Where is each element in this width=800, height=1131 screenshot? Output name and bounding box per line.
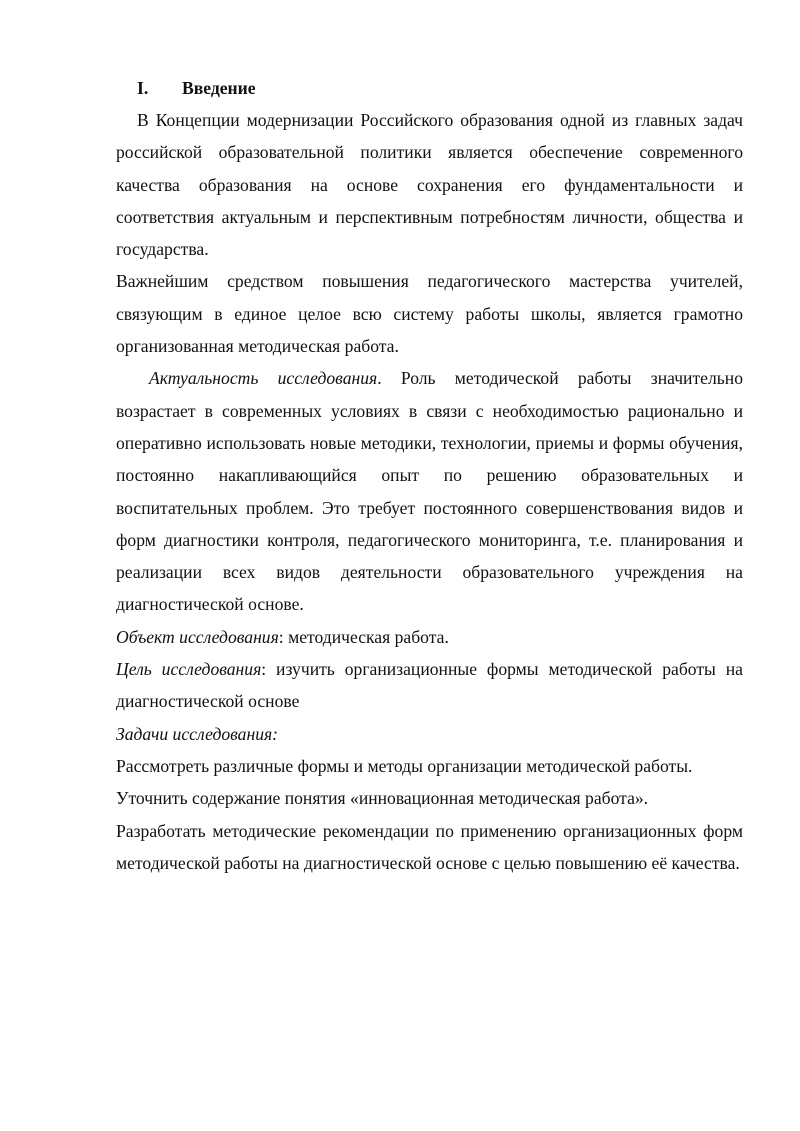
section-number: I. bbox=[137, 77, 149, 98]
object-label: Объект исследования bbox=[116, 626, 279, 647]
relevance-text: . Роль методической работы значительно возрастает в современных условиях в связи с необходимостью рационально и оперативно использовать новые методики, технологии, приемы и формы обучения, постоянно накапливающийся опыт по решению образовательных и воспитательных проблем. Это требует постоянного совершенствования видов и форм диагностики контроля, педагогического мониторинга, т.е. планирования и реализации всех видов деятельности образовательного учреждения на диагностической основе. bbox=[116, 368, 743, 615]
task-item-2: Уточнить содержание понятия «инновационная методическая работа». bbox=[116, 788, 649, 809]
paragraph-goal bbox=[116, 653, 743, 718]
section-heading bbox=[116, 72, 743, 104]
paragraph-concept: В Концепции модернизации Российского образования одной из главных задач российской образовательной политики является обеспечение современного качества образования на основе сохранения его фундаментальности и соответствия актуальным и перспективным потребностям личности, общества и государства. bbox=[116, 110, 743, 260]
paragraph-object bbox=[116, 621, 743, 653]
goal-label: Цель исследования bbox=[116, 659, 262, 680]
paragraph-relevance bbox=[116, 362, 743, 620]
task-item-1: Рассмотреть различные формы и методы организации методической работы. bbox=[116, 755, 693, 776]
document-page bbox=[116, 72, 743, 879]
goal-text: : изучить организационные формы методической работы на диагностической основе bbox=[116, 659, 743, 712]
tasks-label: Задачи исследования: bbox=[116, 723, 279, 744]
relevance-label: Актуальность исследования bbox=[149, 368, 378, 389]
section-title: Введение bbox=[182, 77, 256, 98]
object-text: : методическая работа. bbox=[278, 626, 449, 647]
task-item-3: Разработать методические рекомендации по применению организационных форм методической работы на диагностической основе с целью повышению её качества. bbox=[116, 820, 743, 873]
paragraph-methodical-work: Важнейшим средством повышения педагогического мастерства учителей, связующим в единое целое всю систему работы школы, является грамотно организованная методическая работа. bbox=[116, 271, 743, 357]
